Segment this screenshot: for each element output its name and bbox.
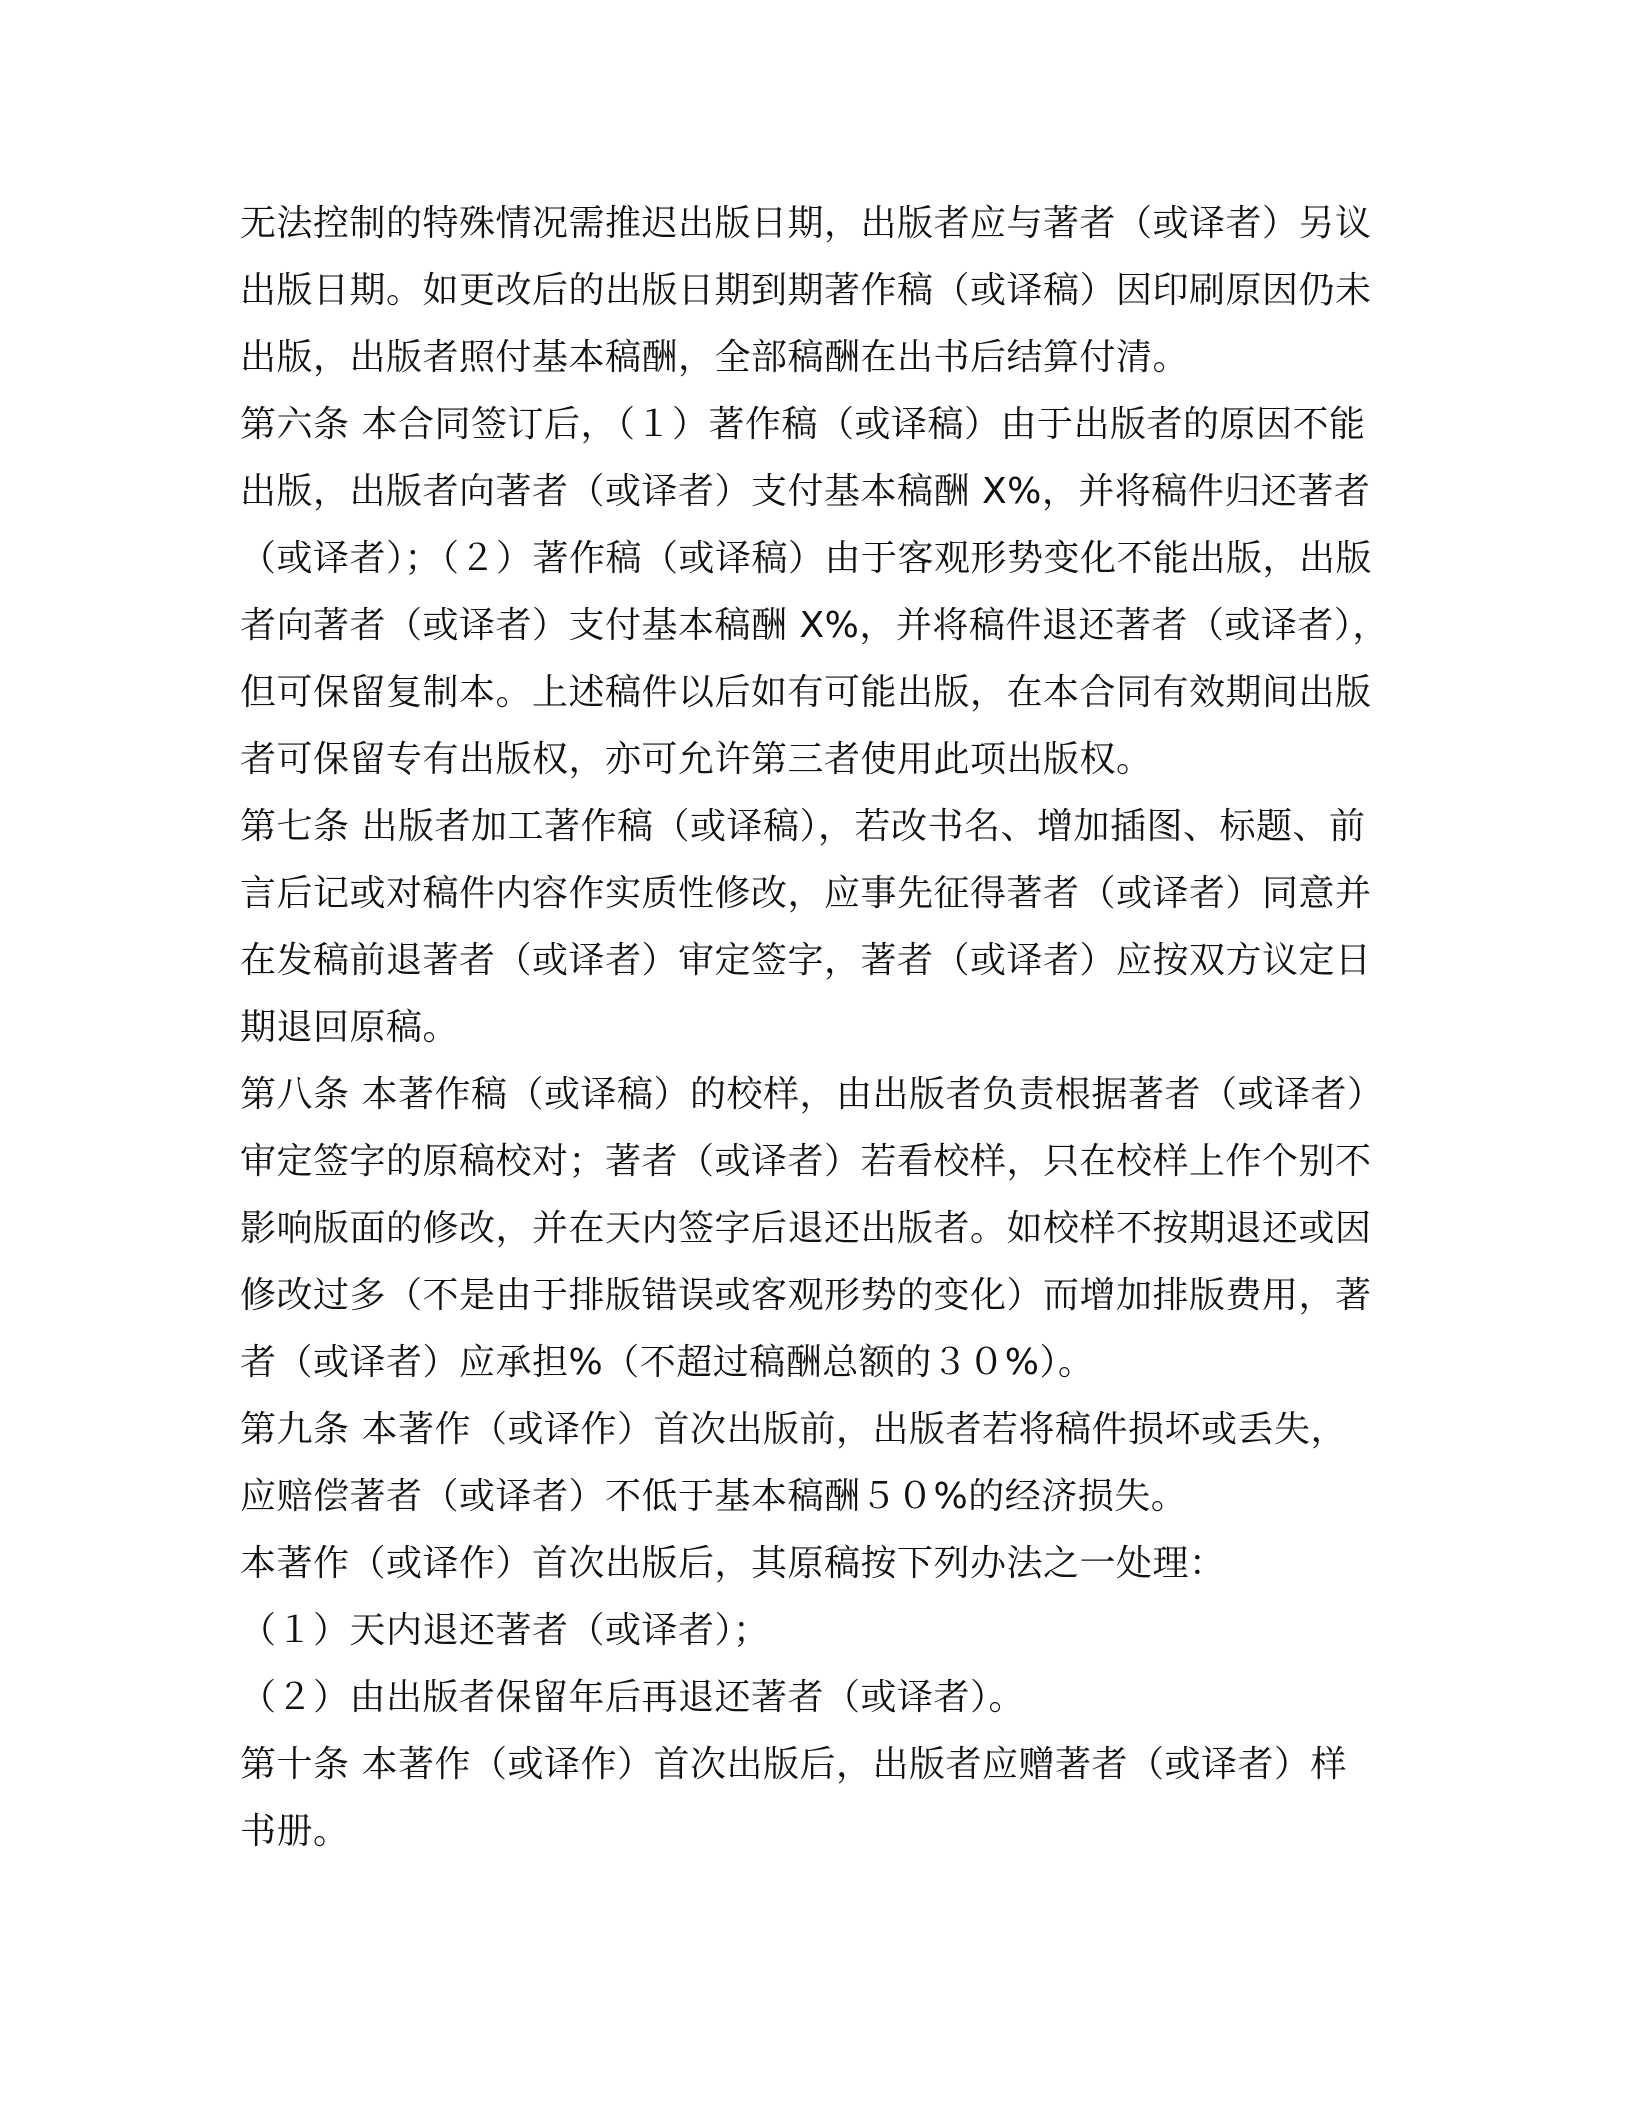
list-item-2: （２）由出版者保留年后再退还著者（或译者）。 (240, 1677, 1026, 1718)
text-line: 审定签字的原稿校对；著者（或译者）若看校样，只在校样上作个别不 (240, 1141, 1372, 1182)
text-line: 但可保留复制本。上述稿件以后如有可能出版，在本合同有效期间出版 (240, 672, 1372, 713)
contract-body-text (240, 190, 1390, 1865)
text-line: 本著作（或译作）首次出版后，其原稿按下列办法之一处理： (240, 1543, 1226, 1584)
article-6-line: 第六条 本合同签订后，（１）著作稿（或译稿）由于出版者的原因不能 (240, 404, 1366, 445)
text-line: 期退回原稿。 (240, 1007, 460, 1048)
text-line: 影响版面的修改，并在天内签字后退还出版者。如校样不按期退还或因 (240, 1208, 1372, 1249)
text-line: 应赔偿著者（或译者）不低于基本稿酬５０%的经济损失。 (240, 1476, 1188, 1517)
text-line: （或译者）；（２）著作稿（或译稿）由于客观形势变化不能出版，出版 (240, 538, 1373, 579)
text-line: 言后记或对稿件内容作实质性修改，应事先征得著者（或译者）同意并 (240, 873, 1372, 914)
text-line: 出版，出版者向著者（或译者）支付基本稿酬 X%，并将稿件归还著者 (240, 471, 1371, 512)
text-line: 在发稿前退著者（或译者）审定签字，著者（或译者）应按双方议定日 (240, 940, 1372, 981)
text-line: 出版日期。如更改后的出版日期到期著作稿（或译稿）因印刷原因仍未 (240, 270, 1372, 311)
article-10-line: 第十条 本著作（或译作）首次出版后，出版者应赠著者（或译者）样 (240, 1744, 1347, 1785)
list-item-1: （１）天内退还著者（或译者）； (240, 1610, 770, 1651)
text-line: 无法控制的特殊情况需推迟出版日期，出版者应与著者（或译者）另议 (240, 203, 1372, 244)
text-line: 者（或译者）应承担%（不超过稿酬总额的３０%）。 (240, 1342, 1095, 1383)
text-line: 出版，出版者照付基本稿酬，全部稿酬在出书后结算付清。 (240, 337, 1190, 378)
article-9-line: 第九条 本著作（或译作）首次出版前，出版者若将稿件损坏或丢失， (240, 1409, 1347, 1450)
article-7-line: 第七条 出版者加工著作稿（或译稿），若改书名、增加插图、标题、前 (240, 806, 1366, 847)
text-line: 书册。 (240, 1811, 350, 1852)
text-line: 者向著者（或译者）支付基本稿酬 X%，并将稿件退还著者（或译者）， (240, 605, 1389, 646)
article-8-line: 第八条 本著作稿（或译稿）的校样，由出版者负责根据著者（或译者） (240, 1074, 1384, 1115)
text-line: 修改过多（不是由于排版错误或客观形势的变化）而增加排版费用，著 (240, 1275, 1372, 1316)
text-line: 者可保留专有出版权，亦可允许第三者使用此项出版权。 (240, 739, 1153, 780)
